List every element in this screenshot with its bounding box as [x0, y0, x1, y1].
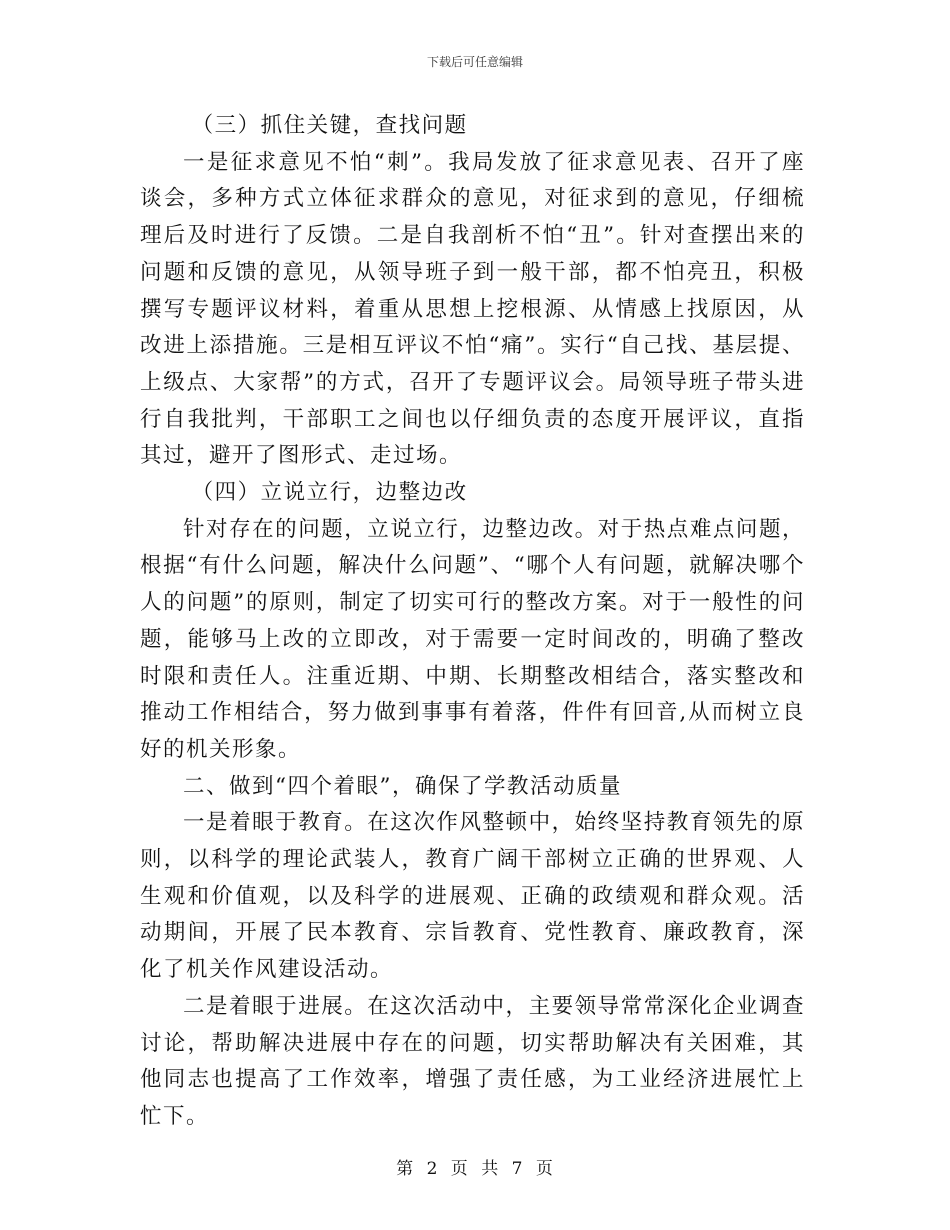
page-label-suffix: 页 [535, 1159, 554, 1179]
page-label-prefix: 第 [396, 1159, 415, 1179]
section-heading-four: （四）立说立行，边整边改 [191, 480, 468, 506]
paragraph-development: 二是着眼于进展。在这次活动中，主要领导常常深化企业调查讨论，帮助解决进展中存在的问题，切实帮助解决有关困难，其他同志也提高了工作效率，增强了责任感，为工业经济进展忙上忙下。 [140, 993, 805, 1129]
page-number-footer [0, 1154, 950, 1179]
paragraph-feedback: 一是征求意见不怕“刺”。我局发放了征求意见表、召开了座谈会，多种方式立体征求群众的意见，对征求到的意见，仔细梳理后及时进行了反馈。二是自我剖析不怕“丑”。针对查摆出来的问题和反馈的意见，从领导班子到一般干部，都不怕亮丑，积极撰写专题评议材料，着重从思想上挖根源、从情感上找原因，从改进上添措施。三是相互评议不怕“痛”。实行“自己找、基层提、上级点、大家帮”的方式，召开了专题评议会。局领导班子带头进行自我批判，干部职工之间也以仔细负责的态度开展评议，直指其过，避开了图形式、走过场。 [140, 149, 805, 469]
header-note: 下载后可任意编辑 [426, 55, 523, 69]
page-label-mid: 页 [450, 1159, 469, 1179]
page-total: 7 [511, 1159, 524, 1179]
section-heading-two: 二、做到“四个着眼”，确保了学教活动质量 [183, 773, 622, 799]
page-current: 2 [426, 1159, 439, 1179]
section-heading-three: （三）抓住关键，查找问题 [191, 113, 468, 138]
paragraph-rectification: 针对存在的问题，立说立行，边整边改。对于热点难点问题，根据“有什么问题，解决什么问题”、“哪个人有问题，就解决哪个人的问题”的原则，制定了切实可行的整改方案。对于一般性的问题，能够马上改的立即改，对于需要一定时间改的，明确了整改时限和责任人。注重近期、中期、长期整改相结合，落实整改和推动工作相结合，努力做到事事有着落，件件有回音,从而树立良好的机关形象。 [140, 516, 805, 762]
paragraph-education: 一是着眼于教育。在这次作风整顿中，始终坚持教育领先的原则，以科学的理论武装人，教育广阔干部树立正确的世界观、人生观和价值观，以及科学的进展观、正确的政绩观和群众观。活动期间，开展了民本教育、宗旨教育、党性教育、廉政教育，深化了机关作风建设活动。 [140, 810, 805, 983]
page-total-prefix: 共 [481, 1159, 500, 1179]
document-body [140, 108, 805, 1136]
